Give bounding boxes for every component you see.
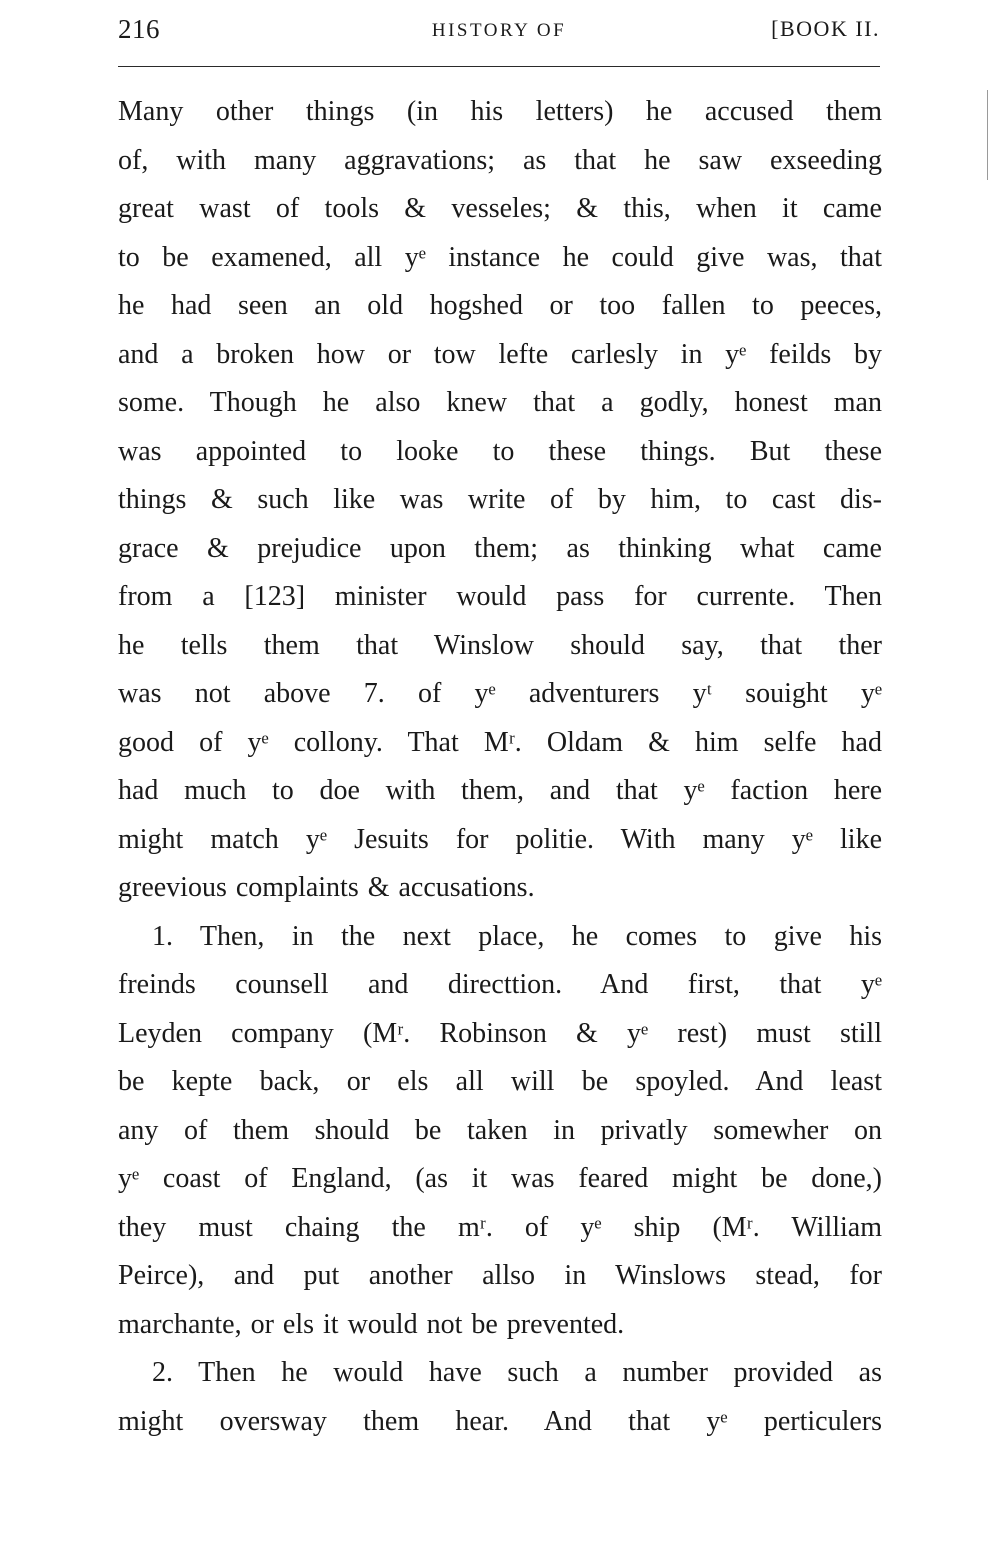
text-line: he had seen an old hogshed or too fallen to peeces,: [118, 290, 882, 321]
header-rule: [118, 66, 880, 67]
text-line: might oversway them hear. And that yᵉ perticulers: [118, 1405, 882, 1437]
text-line: greevious complaints & accusations.: [118, 872, 535, 903]
text-line: Many other things (in his letters) he accused them: [118, 96, 882, 127]
text-line: he tells them that Winslow should say, that ther: [118, 629, 882, 661]
text-line: good of yᵉ collony. That Mʳ. Oldam & him selfe had: [118, 726, 882, 758]
text-line: was appointed to looke to these things. But these: [118, 435, 882, 467]
text-line: Peirce), and put another allso in Winslows stead, for: [118, 1260, 882, 1291]
text-line: any of them should be taken in privatly somewher on: [118, 1114, 882, 1146]
text-line: 2. Then he would have such a number provided as: [152, 1357, 882, 1388]
page-number: 216: [118, 14, 160, 44]
text-line: might match yᵉ Jesuits for politie. With many yᵉ like: [118, 823, 882, 855]
text-line: from a [123] minister would pass for currente. Then: [118, 581, 882, 612]
text-line: things & such like was write of by him, to cast dis-: [118, 484, 882, 515]
text-line: grace & prejudice upon them; as thinking what came: [118, 532, 882, 564]
text-line: Leyden company (Mʳ. Robinson & yᵉ rest) must still: [118, 1017, 882, 1049]
text-line: was not above 7. of yᵉ adventurers yᵗ souight yᵉ: [118, 678, 882, 709]
text-line: some. Though he also knew that a godly, honest man: [118, 387, 882, 418]
text-line: be kepte back, or els all will be spoyled. And least: [118, 1066, 882, 1097]
text-line: yᵉ coast of England, (as it was feared might be done,): [118, 1163, 882, 1194]
book-label: [BOOK II.: [771, 16, 880, 41]
text-line: to be examened, all yᵉ instance he could give was, that: [118, 241, 882, 273]
text-line: and a broken how or tow lefte carlesly in yᵉ feilds by: [118, 338, 882, 370]
text-line: great wast of tools & vesseles; & this, when it came: [118, 193, 882, 224]
page-header: [118, 14, 880, 54]
text-line: marchante, or els it would not be prevented.: [118, 1308, 625, 1340]
running-title: HISTORY OF: [431, 20, 567, 41]
text-line: 1. Then, in the next place, he comes to give his: [152, 920, 882, 952]
text-line: freinds counsell and directtion. And first, that yᵉ: [118, 969, 882, 1000]
text-line: they must chaing the mʳ. of yᵉ ship (Mʳ. William: [118, 1211, 882, 1243]
body-text: [118, 88, 882, 1446]
text-line: of, with many aggravations; as that he saw exseeding: [118, 144, 882, 176]
text-line: had much to doe with them, and that yᵉ faction here: [118, 775, 882, 806]
margin-mark: [987, 90, 988, 180]
